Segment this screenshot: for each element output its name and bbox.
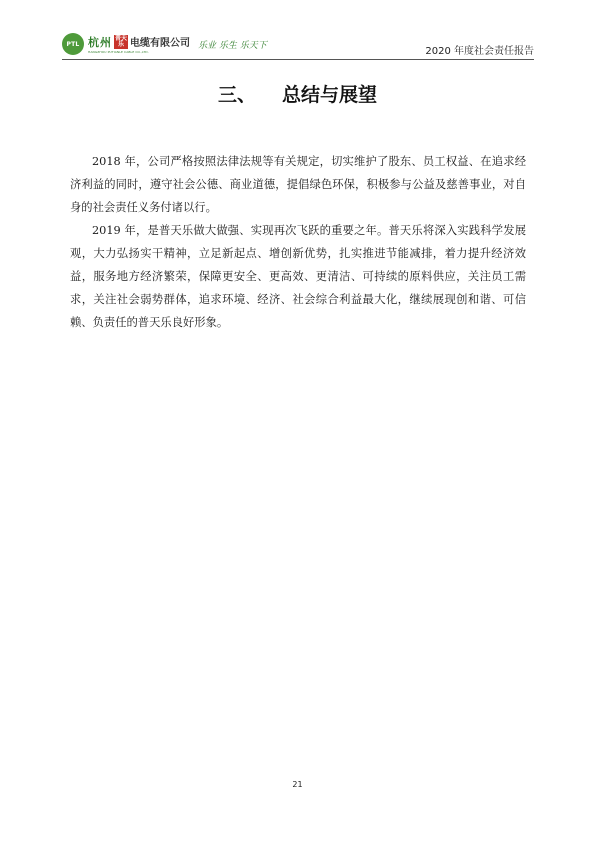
logo-mark-text: PTL xyxy=(66,40,80,48)
report-title: 2020 年度社会责任报告 xyxy=(425,46,534,57)
company-name-main: 电缆有限公司 xyxy=(130,38,190,49)
company-name-block xyxy=(88,35,190,54)
company-name-english: HANGZHOU PUTIANLE CABLE CO.,LTD. xyxy=(88,49,149,54)
company-name-city: 杭州 xyxy=(88,35,112,49)
logo-emblem-icon xyxy=(62,33,84,55)
company-logo xyxy=(62,32,267,56)
page-header xyxy=(62,30,534,58)
section-title: 总结与展望 xyxy=(282,84,378,106)
section-number: 三、 xyxy=(217,84,256,106)
paragraph-2018: 2018 年，公司严格按照法律法规等有关规定，切实维护了股东、员工权益、在追求经济利益的同时，遵守社会公德、商业道德，提倡绿色环保，积极参与公益及慈善事业，对自身的社会责任义务付诸以行。 xyxy=(70,155,526,214)
company-seal: 普天乐 xyxy=(114,34,127,48)
body-text xyxy=(70,150,526,334)
paragraph-2019: 2019 年，是普天乐做大做强、实现再次飞跃的重要之年。普天乐将深入实践科学发展观，大力弘扬实干精神，立足新起点、增创新优势，扎实推进节能减排，着力提升经济效益，服务地方经济繁荣，保障更安全、更高效、更清洁、可持续的原料供应，关注员工需求，关注社会弱势群体，追求环境、经济、社会综合利益最大化，继续展现创和谐、可信赖、负责任的普天乐良好形象。 xyxy=(70,224,526,329)
company-slogan: 乐业 乐生 乐天下 xyxy=(198,40,267,51)
header-divider xyxy=(62,59,534,60)
section-heading xyxy=(0,80,595,107)
company-name-line xyxy=(88,35,190,49)
page-number: 21 xyxy=(292,780,303,789)
